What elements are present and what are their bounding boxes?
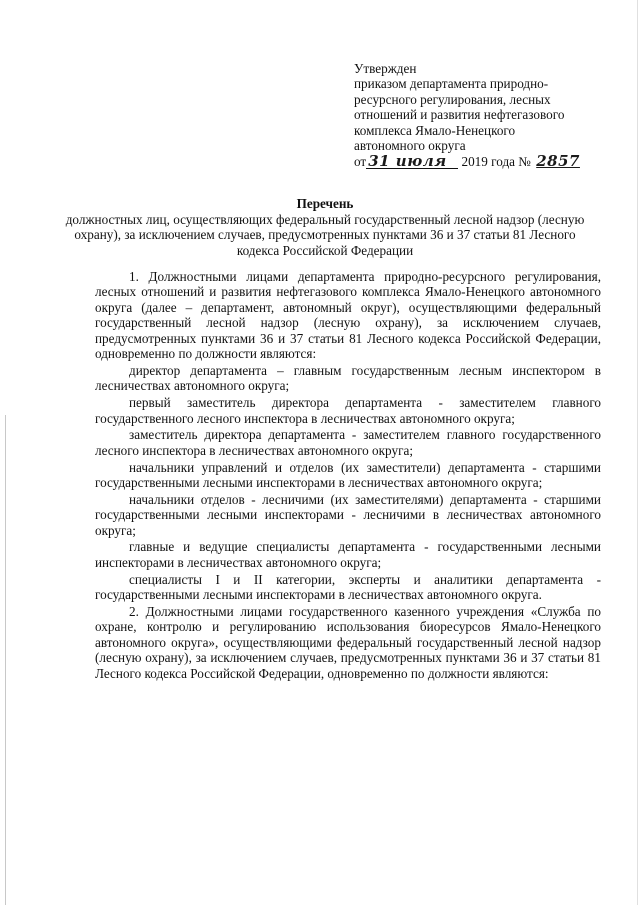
paragraph: главные и ведущие специалисты департамента - государственными лесными инспекторами в лесничествах автономного округа; xyxy=(95,539,601,570)
approval-line: Утвержден xyxy=(354,61,417,76)
handwritten-order-number: 2857 xyxy=(536,152,580,171)
paragraph: начальники управлений и отделов (их заместители) департамента - старшими государственными лесными инспекторами в лесничествах автономного округа; xyxy=(95,459,601,491)
paragraph: специалисты I и II категории, эксперты и аналитики департамента - государственными лесными инспекторами в лесничествах автономного округа. xyxy=(95,571,601,603)
document-body xyxy=(95,269,601,682)
title-main: Перечень xyxy=(296,196,354,211)
paragraph: заместитель директора департамента - заместителем главного государственного лесного инспектора в лесничествах автономного округа; xyxy=(95,427,601,458)
approval-block xyxy=(354,61,624,170)
approval-line: отношений и развития нефтегазового xyxy=(354,107,565,123)
paragraph: начальники отделов - лесничими (их заместителями) департамента - старшими государственными лесными инспекторами - лесничими в лесничествах автономного округа; xyxy=(95,491,601,538)
paragraph: первый заместитель директора департамента - заместителем главного государственного лесного инспектора в лесничествах автономного округа; xyxy=(95,395,601,426)
approval-line: автономного округа xyxy=(354,138,466,154)
approval-line: ресурсного регулирования, лесных xyxy=(354,91,551,107)
year-text: 2019 года № xyxy=(461,154,531,170)
approval-line: комплекса Ямало-Ненецкого xyxy=(354,122,516,138)
document-title xyxy=(60,196,590,258)
approval-date-line xyxy=(354,154,624,169)
scan-edge-right xyxy=(637,0,638,905)
paragraph: 1. Должностными лицами департамента природно-ресурсного регулирования, лесных отношений и развития нефтегазового комплекса Ямало-Ненецкого автономного округа (далее – департамент, автономный округ), осуществляющими федеральный государственный лесной надзор (лесную охрану), за исключением случаев, предусмотренных пунктами 36 и 37 статьи 81 Лесного кодекса Российской Федерации, одновременно по должности являются: xyxy=(95,269,601,362)
paragraph: 2. Должностными лицами государственного казенного учреждения «Служба по охране, контролю и регулированию использования биоресурсов Ямало-Ненецкого автономного округа», осуществляющими федеральный государственный лесной надзор (лесную охрану), за исключением случаев, предусмотренных пунктами 36 и 37 статьи 81 Лесного кодекса Российской Федерации, одновременно по должности являются: xyxy=(95,603,601,681)
date-prefix: от xyxy=(354,154,367,170)
approval-line: приказом департамента природно- xyxy=(354,76,549,92)
scan-edge-left xyxy=(5,415,6,905)
paragraph: директор департамента – главным государственным лесным инспектором в лесничествах автономного округа; xyxy=(95,363,601,394)
title-subtitle: должностных лиц, осуществляющих федеральный государственный лесной надзор (лесную охрану), за исключением случаев, предусмотренных пунктами 36 и 37 статьи 81 Лесного кодекса Российской Федерации xyxy=(65,211,585,258)
handwritten-date: 31 июля xyxy=(366,155,458,169)
